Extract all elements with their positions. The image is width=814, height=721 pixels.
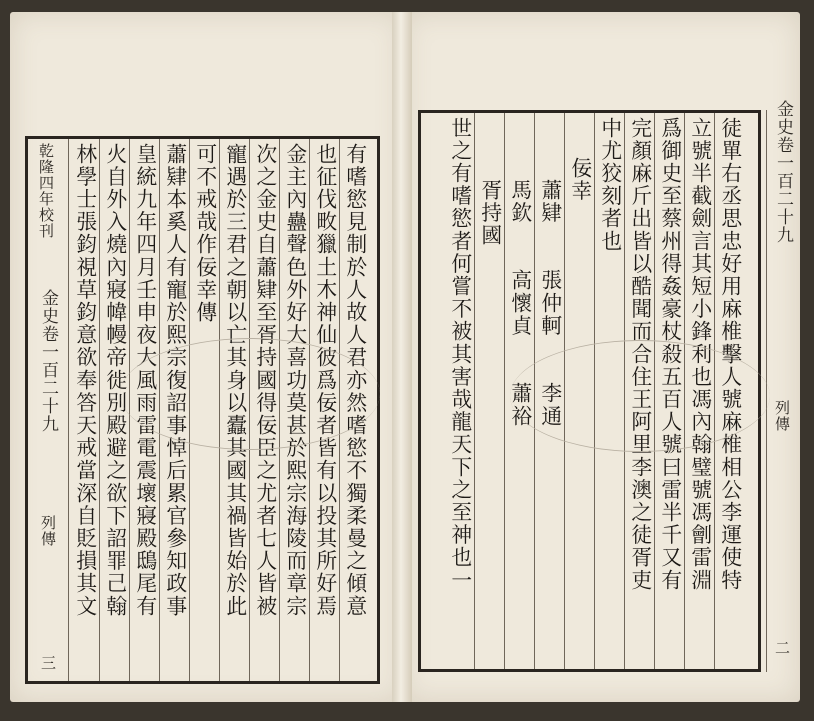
fold-mark	[510, 340, 770, 452]
text-column: 金主內蠱聲色外好大喜功莫甚於熙宗海陵而章宗	[282, 143, 307, 618]
show-through-text	[650, 14, 669, 35]
name-list-column: 蕭肄 張仲軻 李通	[537, 179, 562, 428]
text-column: 世之有嗜慾者何嘗不被其害哉龍天下之至神也一	[447, 117, 472, 592]
folio-section: 列傳	[39, 515, 57, 547]
text-column: 林學士張鈞視草鈞意欲奉答天戒當深自貶損其文	[72, 143, 97, 618]
right-folio-section: 列傳	[773, 400, 791, 432]
right-folio-number: 二	[773, 640, 791, 656]
book-gutter	[392, 12, 412, 702]
text-column: 有嗜慾見制於人故人君亦然嗜慾不獨柔曼之傾意	[342, 143, 367, 618]
text-column: 立號半截劍言其短小鋒利也馮內翰璧號馮劊雷淵	[687, 117, 712, 592]
text-column: 次之金史自蕭肄至胥持國得佞臣之尤者七人皆被	[252, 143, 277, 618]
name-list-column: 馬欽 高懷貞 蕭裕	[507, 179, 532, 428]
right-folio-title: 金史卷一百二十九	[773, 100, 793, 244]
text-column: 爲御史至蔡州得姦豪杖殺五百人號曰雷半千又有	[657, 117, 682, 592]
folio-number: 三	[39, 655, 57, 671]
text-column: 皇統九年四月壬申夜大風雨雷電震壞寢殿鴟尾有	[132, 143, 157, 618]
text-column: 完顏麻斤出皆以酷聞而合住王阿里李澳之徒胥吏	[627, 117, 652, 592]
text-column: 火自外入燒內寢幃幔帝徙別殿避之欲下詔罪己翰	[102, 143, 127, 618]
edition-note: 乾隆四年校刊	[37, 143, 55, 239]
fold-mark	[120, 338, 380, 450]
text-column: 可不戒哉作佞幸傳	[192, 143, 217, 324]
name-list-column: 胥持國	[477, 179, 502, 247]
text-column: 蕭肄本奚人有寵於熙宗復詔事悼后累官參知政事	[162, 143, 187, 618]
text-column: 徒單右丞思忠好用麻椎擊人號麻椎相公李運使特	[717, 117, 742, 592]
chapter-heading: 佞幸	[567, 157, 592, 203]
folio-title: 金史卷一百二十九	[38, 289, 58, 433]
text-column: 寵遇於三君之朝以亡其身以蠹其國其禍皆始於此	[222, 143, 247, 618]
text-column: 中尤狡刻者也	[597, 117, 622, 253]
text-column: 也征伐畋獵土木神仙彼爲佞者皆有以投其所好焉	[312, 143, 337, 618]
